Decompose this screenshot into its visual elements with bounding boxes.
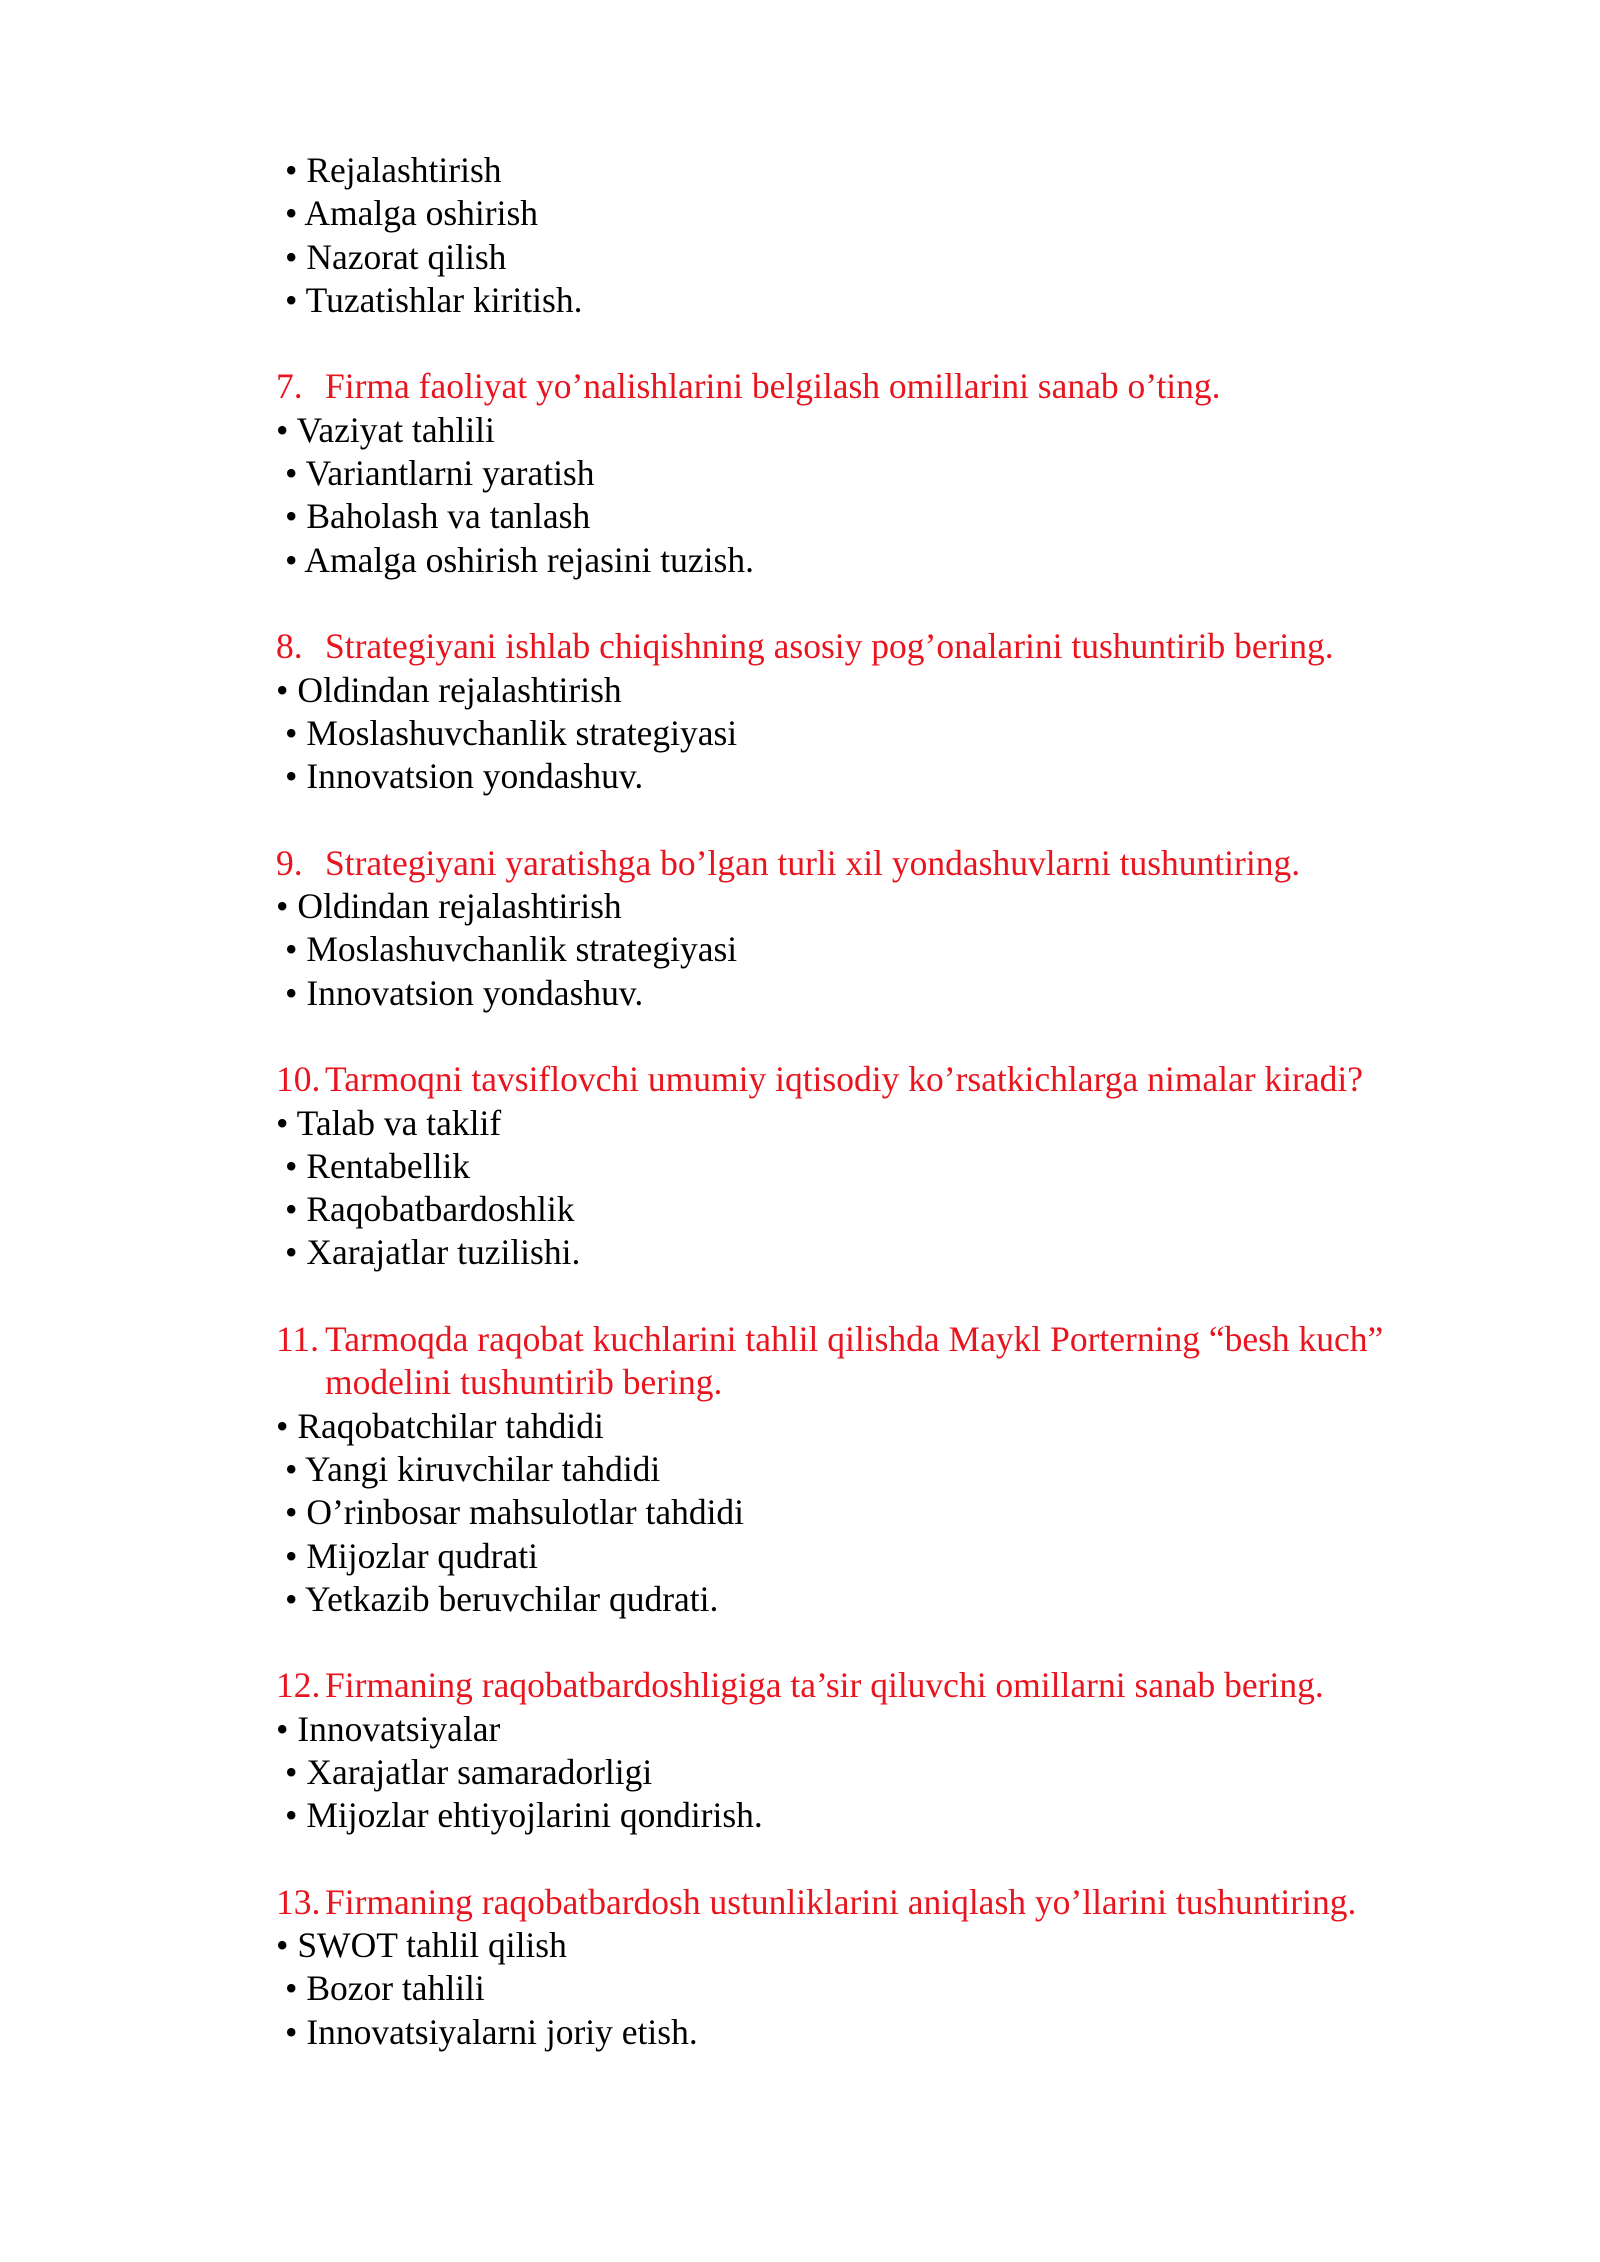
question-number: 12. [276,1665,321,1706]
paragraph-gap [276,1621,1526,1664]
bullet-icon: • [285,496,298,537]
paragraph-gap [276,1015,1526,1058]
list-item: • Moslashuvchanlik strategiyasi [285,712,738,753]
question-title: Tarmoqda raqobat kuchlarini tahlil qilishda Maykl Porterning “besh kuch” [325,1319,1384,1360]
bullet-icon: • [285,1751,298,1792]
list-item: • Innovatsiyalar [276,1708,501,1749]
list-item: • Oldindan rejalashtirish [276,886,622,927]
question-title: Strategiyani ishlab chiqishning asosiy pog’onalarini tushuntirib bering. [325,626,1334,667]
question-title: Tarmoqni tavsiflovchi umumiy iqtisodiy ko’rsatkichlarga nimalar kiradi? [325,1059,1363,1100]
list-item: • O’rinbosar mahsulotlar tahdidi [285,1492,745,1533]
list-item: • Raqobatbardoshlik [285,1189,575,1230]
bullet-icon: • [285,1189,298,1230]
bullet-icon: • [285,1448,298,1489]
list-item: • Rentabellik [285,1145,470,1186]
paragraph-gap [276,1838,1526,1881]
list-item: • Vaziyat tahlili [276,409,495,450]
list-item: • Amalga oshirish [285,193,539,234]
question-title: Strategiyani yaratishga bo’lgan turli xil yondashuvlarni tushuntiring. [325,842,1301,883]
list-item: • Innovatsion yondashuv. [285,972,644,1013]
list-item: • SWOT tahlil qilish [276,1925,567,1966]
answer-list [276,669,1526,799]
answer-list [276,409,1526,582]
bullet-icon: • [285,453,298,494]
question-heading [276,1318,1526,1405]
list-item: • Yangi kiruvchilar tahdidi [285,1448,661,1489]
list-item: • Moslashuvchanlik strategiyasi [285,929,738,970]
list-item: • Baholash va tanlash [285,496,591,537]
list-item: • Xarajatlar tuzilishi. [285,1232,581,1273]
list-item: • Oldindan rejalashtirish [276,669,622,710]
question-number: 9. [276,842,303,883]
question-heading [276,842,1526,885]
bullet-icon: • [285,1492,298,1533]
paragraph-gap [276,582,1526,625]
bullet-icon: • [285,236,298,277]
list-item: • Tuzatishlar kiritish. [285,279,583,320]
question-title: Firma faoliyat yo’nalishlarini belgilash omillarini sanab o’ting. [325,366,1221,407]
question-heading [276,1664,1526,1707]
bullet-icon: • [285,1145,298,1186]
bullet-icon: • [285,1795,298,1836]
bullet-icon: • [285,712,298,753]
bullet-icon: • [285,2011,298,2052]
bullet-icon: • [285,972,298,1013]
bullet-icon: • [276,1102,289,1143]
bullet-icon: • [276,409,289,450]
answer-list [276,1405,1526,1621]
list-item: • Talab va taklif [276,1102,502,1143]
question-title: Firmaning raqobatbardoshligiga ta’sir qiluvchi omillarni sanab bering. [325,1665,1324,1706]
paragraph-gap [276,322,1526,365]
answer-list [276,1102,1526,1275]
list-item: • Mijozlar qudrati [285,1535,538,1576]
bullet-icon: • [276,886,289,927]
list-item: • Mijozlar ehtiyojlarini qondirish. [285,1795,763,1836]
bullet-icon: • [276,1405,289,1446]
question-heading [276,1881,1526,1924]
question-heading [276,365,1526,408]
list-item: • Innovatsion yondashuv. [285,756,644,797]
bullet-icon: • [285,279,298,320]
answer-list [276,1924,1526,2054]
list-item: • Raqobatchilar tahdidi [276,1405,604,1446]
list-item: • Bozor tahlili [285,1968,485,2009]
document-content [276,149,1526,2054]
question-number: 8. [276,626,303,667]
question-number: 13. [276,1881,321,1922]
question-heading [276,625,1526,668]
list-item: • Xarajatlar samaradorligi [285,1751,653,1792]
answer-list [276,1708,1526,1838]
bullet-icon: • [285,1232,298,1273]
bullet-icon: • [285,193,298,234]
bullet-icon: • [285,1578,298,1619]
question-number: 7. [276,366,303,407]
list-item: • Amalga oshirish rejasini tuzish. [285,539,754,580]
list-item: • Variantlarni yaratish [285,453,595,494]
paragraph-gap [276,1275,1526,1318]
bullet-icon: • [285,756,298,797]
intro-list [276,149,1526,322]
bullet-icon: • [285,929,298,970]
list-item: • Yetkazib beruvchilar qudrati. [285,1578,719,1619]
bullet-icon: • [285,1535,298,1576]
bullet-icon: • [276,1708,289,1749]
bullet-icon: • [285,1968,298,2009]
bullet-icon: • [276,669,289,710]
list-item: • Innovatsiyalarni joriy etish. [285,2011,698,2052]
list-item: • Nazorat qilish [285,236,507,277]
bullet-icon: • [285,150,298,190]
list-item: • Rejalashtirish [285,150,502,190]
question-title-continuation: modelini tushuntirib bering. [325,1362,723,1403]
bullet-icon: • [276,1925,289,1966]
question-number: 11. [276,1319,320,1360]
question-number: 10. [276,1059,321,1100]
question-heading [276,1058,1526,1101]
bullet-icon: • [285,539,298,580]
paragraph-gap [276,798,1526,841]
answer-list [276,885,1526,1015]
question-title: Firmaning raqobatbardosh ustunliklarini aniqlash yo’llarini tushuntiring. [325,1881,1357,1922]
